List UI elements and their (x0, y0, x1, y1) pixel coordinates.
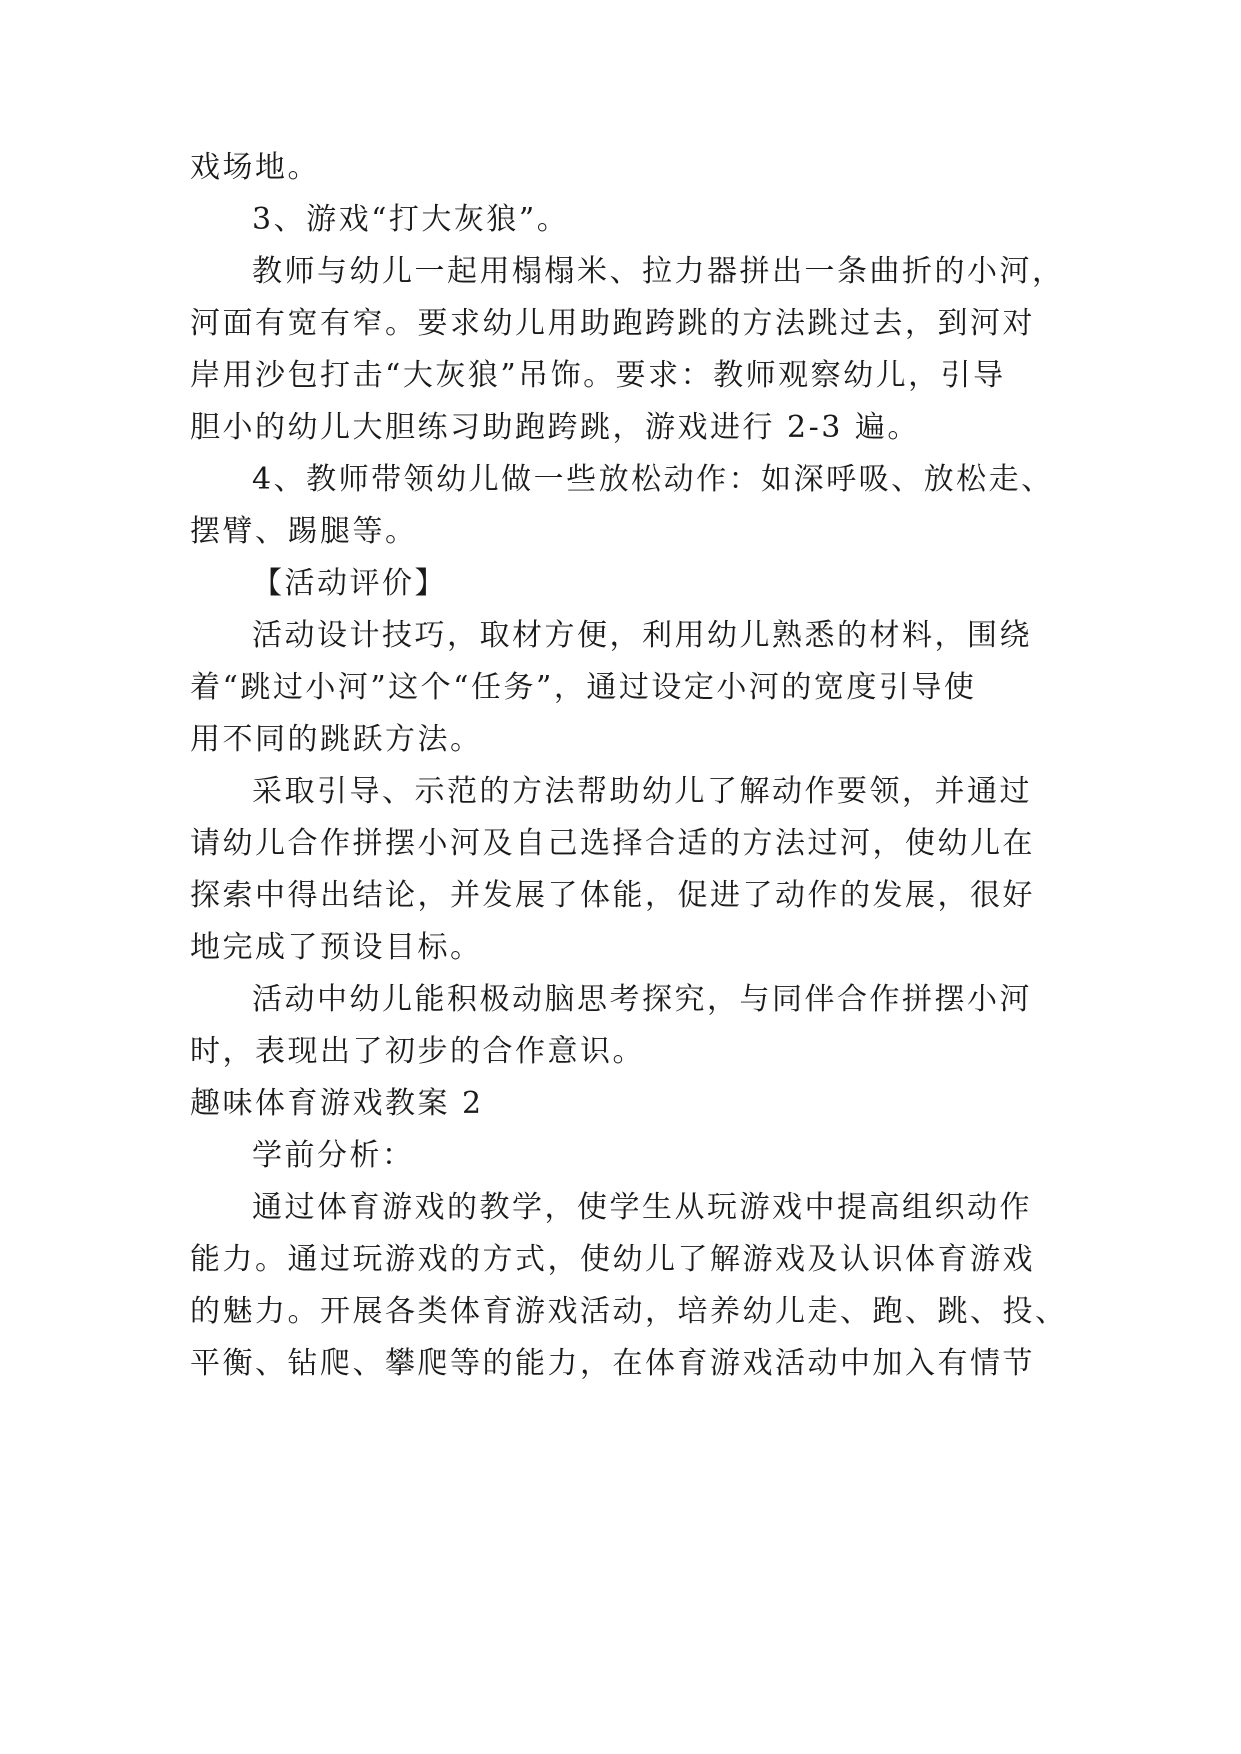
text-line: 教师与幼儿一起用榻榻米、拉力器拼出一条曲折的小河， (252, 254, 1065, 289)
text-line: 岸用沙包打击“大灰狼”吊饰。要求：教师观察幼儿，引导 (190, 358, 1006, 393)
text-line: 探索中得出结论，并发展了体能，促进了动作的发展，很好 (190, 878, 1035, 913)
text-line: 活动设计技巧，取材方便，利用幼儿熟悉的材料，围绕 (252, 618, 1032, 653)
text-line: 地完成了预设目标。 (190, 930, 483, 965)
text-line: 摆臂、踢腿等。 (190, 514, 418, 549)
text-line: 的魅力。开展各类体育游戏活动，培养幼儿走、跑、跳、投、 (190, 1294, 1068, 1329)
text-line: 戏场地。 (190, 150, 320, 185)
text-line: 采取引导、示范的方法帮助幼儿了解动作要领，并通过 (252, 774, 1032, 809)
section-heading: 学前分析： (252, 1138, 415, 1173)
text-line: 时，表现出了初步的合作意识。 (190, 1034, 645, 1069)
text-line: 通过体育游戏的教学，使学生从玩游戏中提高组织动作 (252, 1190, 1032, 1225)
text-line: 河面有宽有窄。要求幼儿用助跑跨跳的方法跳过去，到河对 (190, 306, 1035, 341)
text-line: 平衡、钻爬、攀爬等的能力，在体育游戏活动中加入有情节 (190, 1346, 1035, 1381)
text-line: 着“跳过小河”这个“任务”，通过设定小河的宽度引导使 (190, 670, 977, 705)
text-line: 请幼儿合作拼摆小河及自己选择合适的方法过河，使幼儿在 (190, 826, 1035, 861)
text-line: 用不同的跳跃方法。 (190, 722, 483, 757)
section-heading: 【活动评价】 (252, 566, 447, 601)
text-line: 活动中幼儿能积极动脑思考探究，与同伴合作拼摆小河 (252, 982, 1032, 1017)
document-title: 趣味体育游戏教案 2 (190, 1086, 484, 1121)
section-item-heading: 4、教师带领幼儿做一些放松动作：如深呼吸、放松走、 (252, 462, 1054, 497)
text-line: 能力。通过玩游戏的方式，使幼儿了解游戏及认识体育游戏 (190, 1242, 1035, 1277)
section-item-heading: 3、游戏“打大灰狼”。 (252, 202, 570, 237)
text-line: 胆小的幼儿大胆练习助跑跨跳，游戏进行 2-3 遍。 (190, 410, 920, 445)
